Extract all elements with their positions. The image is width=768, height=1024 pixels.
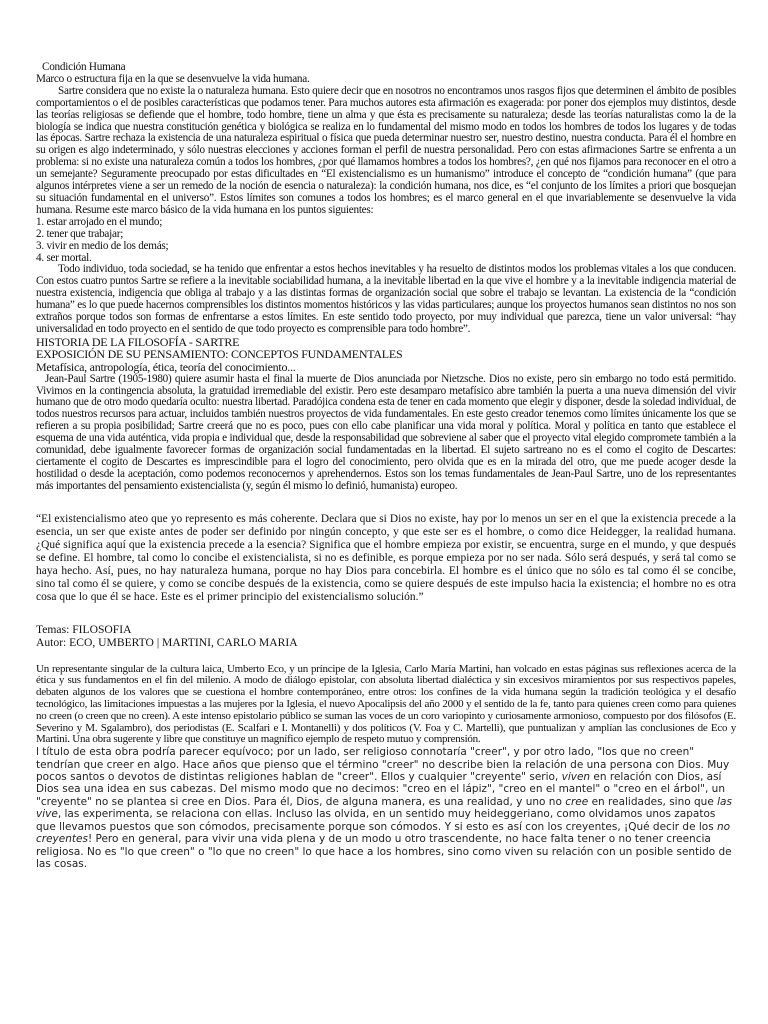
closing-paragraph — [36, 746, 736, 871]
section-heading: HISTORIA DE LA FILOSOFÍA - SARTRE — [36, 334, 240, 349]
closing-text: en realidades, sino que — [588, 795, 718, 808]
section-sartre — [36, 336, 736, 493]
topics-line: Temas: FILOSOFIA — [36, 623, 132, 637]
sartre-quote: “El existencialismo ateo que yo represento es más coherente. Declara que si Dios no existe, hay por lo menos un ser en el que la existencia precede a la esencia, un ser que existe antes de poder ser definido por ningún concepto, y que este ser es el hombre, o como dice Heidegger, la realidad humana. ¿Qué significa aquí que la existencia precede a la esencia? Significa que el hombre empieza por existir, se encuentra, surge en el mundo, y que después se define. El hombre, tal como lo concibe el existencialista, si no es definible, es porque empieza por no ser nada. Sólo será después, y será tal como se haya hecho. Así, pues, no hay naturaleza humana, porque no hay Dios para concebirla. El hombre es el único que no sólo es tal como él se concibe, sino tal como él se quiere, y como se concibe después de la existencia, como se quiere después de este impulso hacia la existencia; el hombre no es otra cosa que lo que él se hace. Este es el primer principio del existencialismo solución.” — [36, 512, 736, 604]
emphasis-text: viven — [561, 771, 591, 784]
closing-text: en relación con Dios, así Dios sea una idea en sus cabezas. Del mismo modo que no decimos: "creo en el lápiz", "creo en el mantel" o "creo en el árbol", un "creyente" no se plantea si cree en Dios. Para él, Dios, de alguna manera, es una realidad, y uno no — [36, 771, 725, 808]
section-heading: Metafísica, antropología, ética, teoría del conocimiento... — [36, 360, 296, 375]
list-item: 4. ser mortal. — [36, 251, 92, 264]
section-heading: EXPOSICIÓN DE SU PENSAMIENTO: CONCEPTOS FUNDAMENTALES — [36, 347, 403, 362]
closing-text: , las experimenta, se relaciona con ellas. Incluso las olvida, en un sentido muy heideggeriano, como olvidamos unos zapatos que llevamos puestos que son cómodos, precisamente porque son cómodos. Y si esto es así con los creyentes, ¡Qué decir de los — [36, 808, 718, 833]
book-metadata — [36, 624, 736, 649]
body-paragraph: Todo individuo, toda sociedad, se ha tenido que enfrentar a estos hechos inevitables y ha resuelto de distintos modos los problemas vitales a los que conducen. Con estos cuatro puntos Sartre se refiere a la inevitable sociabilidad humana, a la inevitable libertad en la que vive el hombre y a la inevitable indigencia material de nuestra existencia, indigencia que obliga al trabajo y a las distintas formas de organización social que sobre el trabajo se levantan. La existencia de la “condición humana” es lo que puede hacernos comprensibles los distintos momentos históricos y las vidas particulares; aunque los proyectos humanos sean distintos no nos son extraños porque todos son formas de enfrentarse a estos límites. En este sentido todo proyecto, por muy individual que parezca, tiene un valor universal: “hay universalidad en todo proyecto en el sentido de que todo proyecto es comprensible para todo hombre”. — [36, 263, 736, 335]
document-page — [36, 62, 736, 871]
section-subtitle: Marco o estructura fija en la que se desenvuelve la vida humana. — [36, 72, 310, 85]
closing-text: l título de esta obra podría parecer equívoco; por un lado, ser religioso connotaría "creer", y por otro lado, "los que no creen" tendrían que creer en algo. Hace años que pienso que el término "creer" no describe bien la relación de una persona con Dios. Muy pocos santos o devotos de distintas religiones hablan de "creer". Ellos y cualquier "creyente" serio, — [36, 746, 730, 784]
list-item: 2. tener que trabajar; — [36, 227, 124, 240]
emphasis-text: las vive — [36, 795, 732, 821]
body-paragraph: Sartre considera que no existe la o naturaleza humana. Esto quiere decir que en nosotros no encontramos unos rasgos fijos que determinen el ámbito de posibles comportamientos o el de posibles características que podamos tener. Para muchos autores esta afirmación es exagerada: por poner dos ejemplos muy distintos, desde las teorías religiosas se defiende que el hombre, todo hombre, tiene un alma y que ésta es precisamente su naturaleza; desde las teorías naturalistas como la de la biología se indica que nuestra constitución genética y biológica se realiza en lo fundamental del mismo modo en todos los hombres de todos los lugares y de todas las épocas. Sartre rechaza la existencia de una naturaleza espiritual o física que pueda determinar nuestro ser, nuestro destino, nuestra conducta. Para él el hombre en su origen es algo indeterminado, y sólo nuestras elecciones y acciones forman el perfil de nuestra personalidad. Pero con estas afirmaciones Sartre se enfrenta a un problema: si no existe una naturaleza común a todos los hombres, ¿por qué llamamos hombres a todos los hombres?, ¿en qué nos fijamos para reconocer en el otro a un semejante? Seguramente preocupado por estas dificultades en “El existencialismo es un humanismo” introduce el concepto de “condición humana” (que para algunos intérpretes viene a ser un remedo de la noción de esencia o naturaleza): la condición humana, nos dice, es “el conjunto de los límites a priori que bosquejan su situación fundamental en el universo”. Estos límites son comunes a todos los hombres; es el marco general en el que invariablemente se desenvuelve la vida humana. Resume este marco básico de la vida humana en los puntos siguientes: — [36, 84, 736, 216]
book-description: Un representante singular de la cultura laica, Umberto Eco, y un príncipe de la Iglesia, Carlo María Martini, han volcado en estas páginas sus reflexiones acerca de la ética y sus fundamentos en el fin del milenio. A modo de diálogo epistolar, con absoluta libertad dialéctica y sin excesivos miramientos por sus respectivos papeles, debaten algunos de los valores que se cuestiona el hombre contemporáneo, entre otros: los confines de la vida humana según la tradición teológica y el desafío tecnológico, las limitaciones impuestas a las mujeres por la Iglesia, el nuevo Apocalipsis del año 2000 y el sentido de la fe, tanto para quienes creen como para quienes no creen (o creen que no creen). A este intenso epistolario público se suman las voces de un coro variopinto y curiosamente armonioso, compuesto por dos filósofos (E. Severino y M. Sgalambro), dos periodistas (E. Scalfari e I. Montanelli) y dos políticos (V. Foa y C. Martelli), que puntualizan y amplían las conclusiones de Eco y Martini. Una obra sugerente y libre que constituye un magnífico ejemplo de respeto mutuo y comprensión. — [36, 662, 736, 746]
list-item: 1. estar arrojado en el mundo; — [36, 215, 163, 228]
closing-text: ! Pero en general, para vivir una vida plena y de un modo u otro trascendente, no hace falta tener o no tener creencia religiosa. No es "lo que creen" o "lo que no creen" lo que hace a los hombres, sino como viven su relación con un posible sentido de las cosas. — [36, 833, 732, 871]
emphasis-text: cree — [565, 795, 589, 808]
section-condicion-humana — [36, 62, 736, 336]
list-item: 3. vivir en medio de los demás; — [36, 239, 169, 252]
section-title: Condición Humana — [42, 61, 126, 73]
emphasis-text: no creyentes — [36, 820, 731, 846]
body-paragraph: Jean-Paul Sartre (1905-1980) quiere asumir hasta el final la muerte de Dios anunciada por Nietzsche. Dios no existe, pero sin embargo no todo está permitido. Vivimos en la contingencia absoluta, la gratuidad irremediable del existir. Pero este desamparo metafísico abre también la puerta a una nueva dimensión del vivir humano que de otro modo quedaría oculto: nuestra libertad. Paradójica condena esta de tener en cada momento que elegir y disponer, desde la soledad individual, de todos nuestros recursos para actuar, incluidos también nuestros proyectos de vida fundamentales. En este gesto creador tenemos como límites únicamente los que se refieren a su propia posibilidad; Sartre creerá que no es poco, pues con ello cabe planificar una vida moral y política. Moral y política en tanto que establece el esquema de una vida auténtica, vida propia e individual que, desde la responsabilidad que sobreviene al saber que el proyecto vital elegido compromete también a la comunidad, debe igualmente favorecer formas de organización social fundamentadas en la libertad. El sujeto sartreano no es el como el cogito de Descartes: ciertamente el cogito de Descartes es imprescindible para el logro del conocimiento, pero olvida que es en la mirada del otro, que me puede acoger desde la hostilidad o desde la aceptación, como podemos reconocernos y aprehendernos. Estos son los temas fundamentales de Jean-Paul Sartre, uno de los representantes más importantes del pensamiento existencialista (y, según él mismo lo definió, humanista) europeo. — [36, 372, 736, 492]
author-line: Autor: ECO, UMBERTO | MARTINI, CARLO MARIA — [36, 635, 298, 649]
